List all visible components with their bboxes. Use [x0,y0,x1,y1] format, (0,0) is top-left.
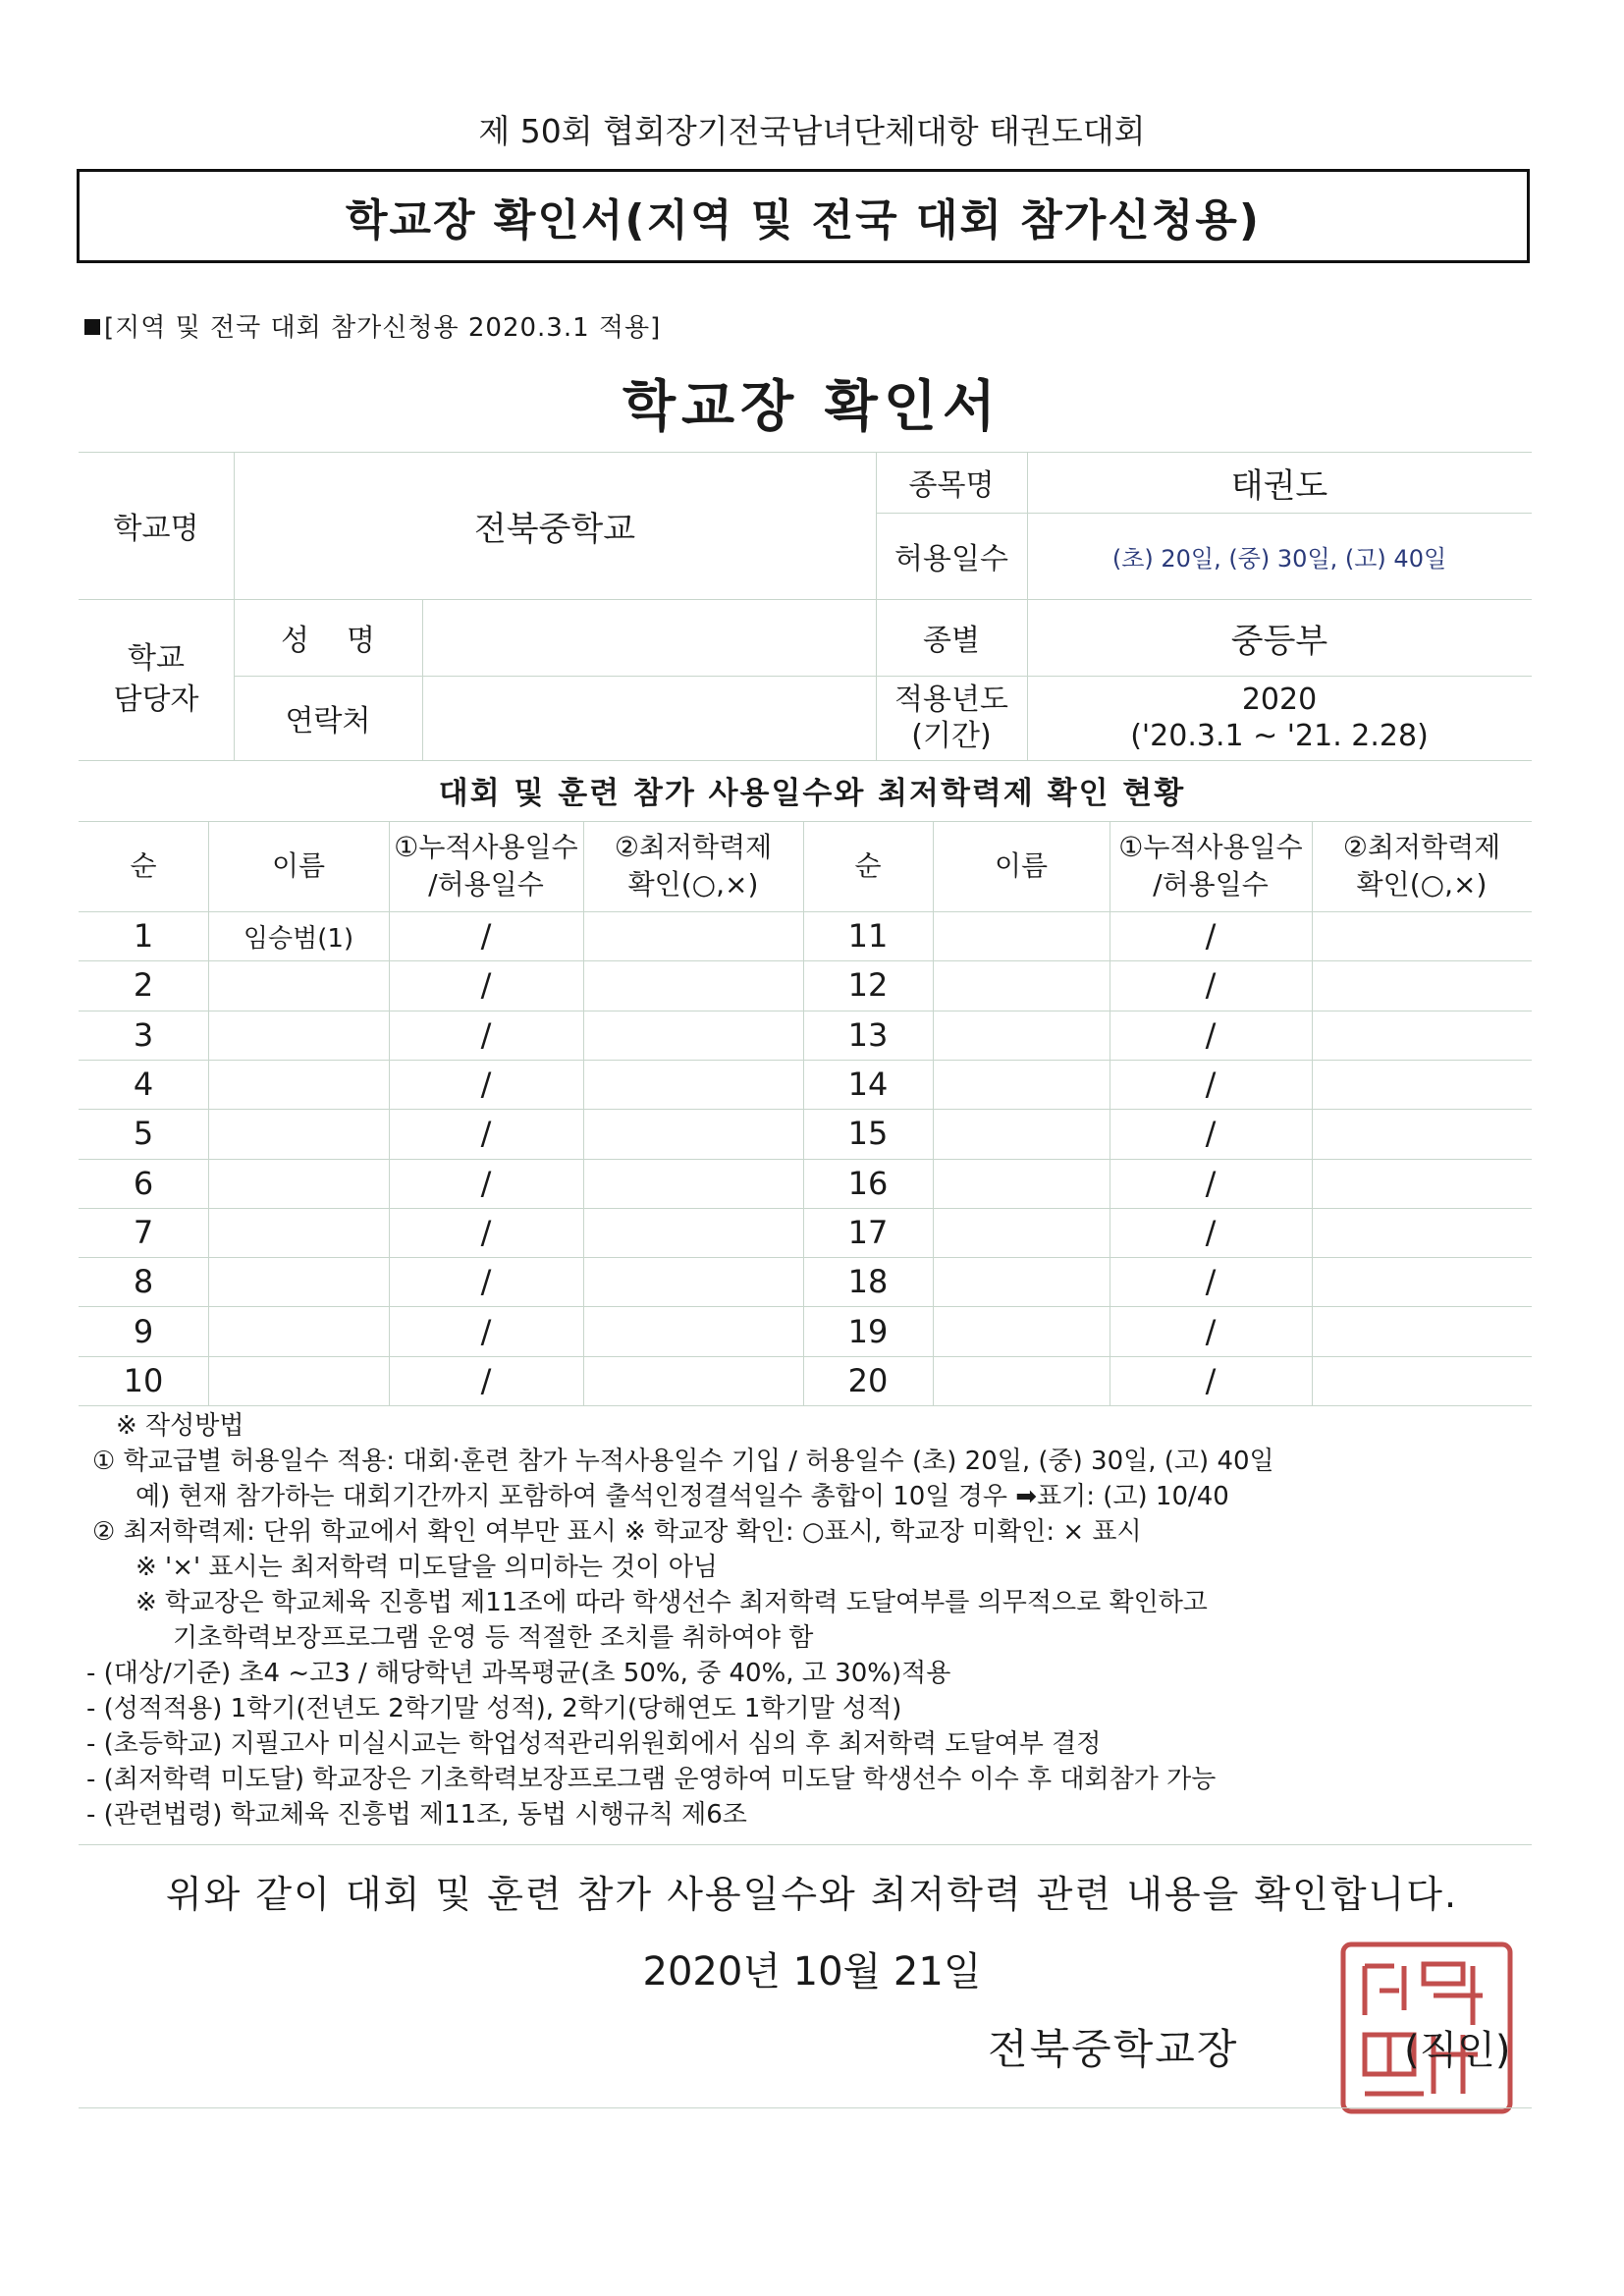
row-days: / [1205,1066,1217,1104]
row-number: 19 [847,1312,889,1350]
row-days: / [480,917,492,956]
row-min-academic [1312,1306,1532,1355]
confirmation-statement: 위와 같이 대회 및 훈련 참가 사용일수와 최저학력 관련 내용을 확인합니다. [165,1873,1459,1916]
apply-year-value: 2020 [1241,682,1318,717]
apply-year-cell [1027,676,1532,760]
row-days: / [1205,966,1217,1005]
row-name [208,1011,389,1060]
row-days: / [480,1164,492,1202]
apply-period-value: ('20.3.1 ~ '21. 2.28) [1130,719,1429,753]
row-name: 임승범(1) [243,923,354,954]
row-name [208,1306,389,1355]
note-line: - (최저학력 미도달) 학교장은 기초학력보장프로그램 운영하여 미도달 학생선수 이수 후 대회참가 가능 [86,1765,1217,1794]
apply-year-label: 적용년도 (기간) [894,682,1008,753]
row-number: 12 [847,966,889,1005]
event-header: 제 50회 협회장기전국남녀단체대항 태권도대회 [478,112,1146,150]
row-number: 10 [123,1361,164,1399]
row-min-academic [1312,1109,1532,1158]
row-days: / [1205,1115,1217,1153]
event-value: 태권도 [1230,465,1328,506]
row-number: 9 [133,1312,154,1350]
allowed-days-label: 허용일수 [894,542,1008,576]
row-name [933,1356,1110,1405]
row-name [933,911,1110,960]
row-days: / [480,1312,492,1350]
row-number: 11 [847,917,889,956]
row-min-academic [583,1159,803,1208]
manager-label: 학교 담당자 [113,641,199,717]
contact-label: 연락처 [285,704,371,738]
row-days: / [480,1015,492,1054]
row-min-academic [1312,1356,1532,1405]
row-min-academic [583,1356,803,1405]
note-line: ※ 학교장은 학교체육 진흥법 제11조에 따라 학생선수 최저학력 도달여부를 의무적으로 확인하고 [135,1588,1208,1617]
manager-name-value [422,599,876,676]
row-days: / [1205,1312,1217,1350]
row-name [208,1257,389,1306]
row-days: / [1205,1213,1217,1251]
row-days: / [480,1213,492,1251]
status-sub-heading: 대회 및 훈련 참가 사용일수와 최저학력제 확인 현황 [438,776,1186,811]
header-days: ①누적사용일수 /허용일수 [394,831,578,901]
header-name: 이름 [271,849,326,883]
row-number: 20 [847,1361,889,1399]
row-name [933,1060,1110,1109]
row-number: 7 [133,1213,154,1251]
row-name [933,1306,1110,1355]
row-min-academic [1312,1011,1532,1060]
row-days: / [480,1115,492,1153]
document-title-box [77,169,1530,263]
row-number: 14 [847,1066,889,1104]
note-line: - (대상/기준) 초4 ~고3 / 해당학년 과목평균(초 50%, 중 40%, 고 30%)적용 [86,1659,951,1688]
row-name [933,1208,1110,1257]
row-name [208,960,389,1010]
row-min-academic [583,1060,803,1109]
school-name-label: 학교명 [113,512,199,546]
row-min-academic [1312,1060,1532,1109]
manager-name-label: 성 명 [280,624,376,658]
division-label: 종별 [923,624,980,658]
contact-value [422,676,876,760]
row-min-academic [583,1257,803,1306]
row-name [208,1356,389,1405]
row-name [208,1159,389,1208]
header-name: 이름 [994,849,1049,883]
note-line: ① 학교급별 허용일수 적용: 대회·훈련 참가 누적사용일수 기입 / 허용일수 (초) 20일, (중) 30일, (고) 40일 [92,1447,1274,1476]
row-number: 6 [133,1164,154,1202]
row-name [208,1109,389,1158]
row-days: / [1205,1263,1217,1301]
row-name [933,1011,1110,1060]
allowed-days-value: (초) 20일, (중) 30일, (고) 40일 [1111,544,1447,573]
note-line: ※ 작성방법 [116,1411,244,1441]
row-number: 1 [133,917,154,956]
note-line: - (초등학교) 지필고사 미실시교는 학업성적관리위원회에서 심의 후 최저학력 도달여부 결정 [86,1729,1102,1759]
row-number: 16 [847,1164,889,1202]
header-min-academic: ②최저학력제 확인(○,×) [1342,831,1501,901]
header-no: 순 [854,849,882,883]
note-line: - (관련법령) 학교체육 진흥법 제11조, 동법 시행규칙 제6조 [86,1800,747,1830]
header-min-academic: ②최저학력제 확인(○,×) [614,831,773,901]
application-notice [84,307,661,344]
row-min-academic [1312,1208,1532,1257]
note-line: 예) 현재 참가하는 대회기간까지 포함하여 출석인정결석일수 총합이 10일 경우 ➡표기: (고) 10/40 [135,1482,1229,1511]
note-line: 기초학력보장프로그램 운영 등 적절한 조치를 취하여야 함 [173,1623,814,1653]
writing-notes [86,1408,1274,1832]
row-number: 5 [133,1115,154,1153]
header-days: ①누적사용일수 /허용일수 [1118,831,1303,901]
row-min-academic [583,1208,803,1257]
row-number: 2 [133,966,154,1005]
row-name [933,960,1110,1010]
row-number: 15 [847,1115,889,1153]
row-number: 3 [133,1015,154,1054]
row-min-academic [1312,911,1532,960]
row-min-academic [583,960,803,1010]
row-min-academic [583,911,803,960]
row-name [933,1109,1110,1158]
row-min-academic [583,1109,803,1158]
notice-text: [지역 및 전국 대회 참가신청용 2020.3.1 적용] [104,313,662,343]
row-days: / [1205,917,1217,956]
row-min-academic [1312,960,1532,1010]
row-number: 18 [847,1263,889,1301]
row-name [933,1159,1110,1208]
note-line: ※ '×' 표시는 최저학력 미도달을 의미하는 것이 아님 [135,1553,718,1582]
row-number: 4 [133,1066,154,1104]
row-min-academic [1312,1257,1532,1306]
header-no: 순 [130,849,157,883]
note-line: - (성적적용) 1학기(전년도 2학기말 성적), 2학기(당해연도 1학기말 성적) [86,1694,902,1723]
row-number: 17 [847,1213,889,1251]
row-days: / [1205,1361,1217,1399]
row-min-academic [583,1011,803,1060]
square-bullet-icon [84,319,100,335]
document-title: 학교장 확인서(지역 및 전국 대회 참가신청용) [346,195,1261,246]
event-label: 종목명 [908,468,995,503]
row-days: / [480,1361,492,1399]
row-days: / [1205,1164,1217,1202]
row-days: / [480,966,492,1005]
school-name-value: 전북중학교 [473,509,636,549]
division-value: 중등부 [1230,621,1328,661]
row-name [208,1208,389,1257]
main-title: 학교장 확인서 [622,375,1002,439]
note-line: ② 최저학력제: 단위 학교에서 확인 여부만 표시 ※ 학교장 확인: ○표시, 학교장 미확인: × 표시 [92,1517,1142,1547]
row-days: / [480,1066,492,1104]
row-number: 13 [847,1015,889,1054]
row-min-academic [583,1306,803,1355]
principal-signature: 전북중학교장 [988,2025,1239,2073]
row-name [933,1257,1110,1306]
seal-label: (직인) [1404,2028,1511,2073]
row-min-academic [1312,1159,1532,1208]
row-days: / [480,1263,492,1301]
confirmation-date: 2020년 10월 21일 [642,1949,982,1995]
row-days: / [1205,1015,1217,1054]
row-number: 8 [133,1263,154,1301]
row-name [208,1060,389,1109]
